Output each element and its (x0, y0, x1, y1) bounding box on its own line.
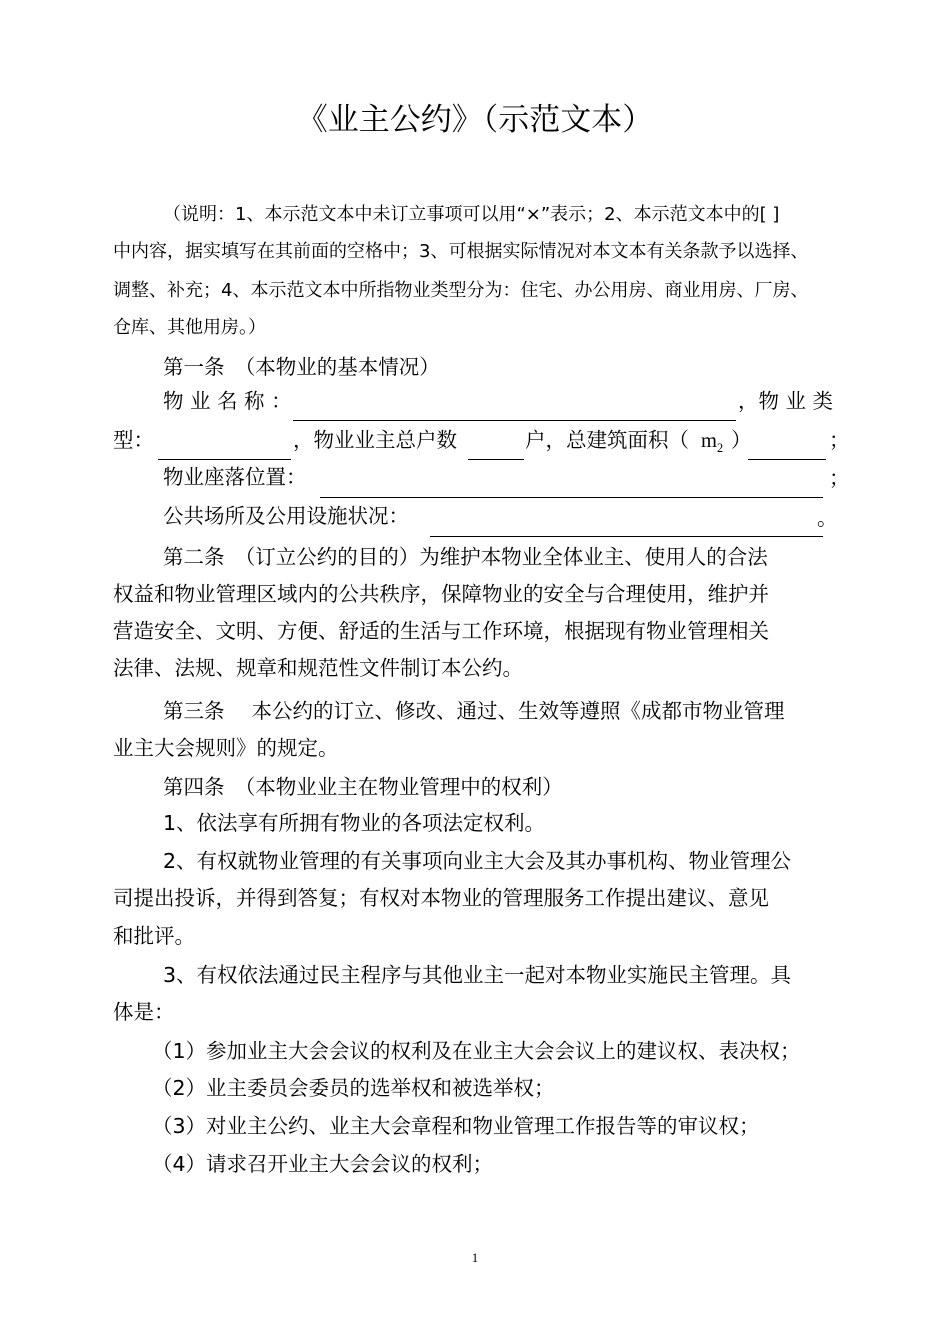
article-4-item-3-line-2: 体是： (113, 1000, 175, 1024)
facilities-label: 公共场所及公用设施状况： (163, 504, 409, 528)
article-2-line-3: 营造安全、文明、方便、舒适的生活与工作环境，根据现有物业管理相关 (113, 619, 769, 643)
period-mark: 。 (817, 506, 838, 530)
sub-item-2: （2）业主委员会委员的选举权和被选举权； (152, 1076, 555, 1100)
sub-item-3: （3）对业主公约、业主大会章程和物业管理工作报告等的审议权； (152, 1114, 760, 1138)
sub-item-4: （4）请求召开业主大会会议的权利； (152, 1152, 494, 1176)
article-1-heading: 第一条 （本物业的基本情况） (163, 355, 440, 379)
page-number: 1 (471, 1250, 479, 1265)
property-name-label: 物 业 名 称 ： (163, 389, 292, 413)
article-2-line-2: 权益和物业管理区域内的公共秩序，保障物业的安全与合理使用，维护并 (113, 582, 769, 606)
note-line-3: 调整、补充；4、本示范文本中所指物业类型分为：住宅、办公用房、商业用房、厂房、 (113, 280, 809, 301)
note-line-4: 仓库、其他用房。） (113, 317, 266, 338)
households-blank[interactable] (468, 459, 524, 460)
article-4-item-2-line-1: 2、有权就物业管理的有关事项向业主大会及其办事机构、物业管理公 (163, 849, 792, 873)
sub-item-1: （1）参加业主大会会议的权利及在业主大会会议上的建议权、表决权； (152, 1039, 801, 1063)
note-line-1: （说明：1、本示范文本中未订立事项可以用“×”表示；2、本示范文本中的[ ] (163, 204, 780, 225)
article-3-line-2: 业主大会规则》的规定。 (113, 736, 339, 760)
article-4-item-2-line-2: 司提出投诉，并得到答复；有权对本物业的管理服务工作提出建议、意见 (113, 886, 769, 910)
semicolon-1: ； (829, 428, 850, 452)
total-area-blank[interactable] (748, 459, 826, 460)
semicolon-2: ； (829, 466, 850, 490)
households-unit-and-area-label: 户，总建筑面积（ (525, 428, 689, 452)
article-4-heading: 第四条 （本物业业主在物业管理中的权利） (163, 775, 563, 799)
location-label: 物业座落位置： (163, 465, 307, 489)
households-label: ，物业业主总户数 (293, 428, 457, 452)
property-type-blank[interactable] (158, 459, 291, 460)
article-4-item-1: 1、依法享有所拥有物业的各项法定权利。 (163, 811, 546, 835)
property-type-label-head: 型： (113, 428, 154, 452)
page-title: 《业主公约》（示范文本） (296, 102, 654, 138)
area-close-paren: ） (731, 428, 752, 452)
area-unit: $m_2$ (701, 430, 724, 456)
property-type-label-tail: ，物 业 类 (738, 389, 834, 413)
article-4-item-3-line-1: 3、有权依法通过民主程序与其他业主一起对本物业实施民主管理。具 (163, 963, 792, 987)
facilities-blank[interactable] (430, 536, 823, 537)
article-4-item-2-line-3: 和批评。 (113, 924, 195, 948)
property-name-blank[interactable] (293, 420, 736, 421)
article-2-line-1: 第二条 （订立公约的目的）为维护本物业全体业主、使用人的合法 (163, 545, 768, 569)
article-2-line-4: 法律、法规、规章和规范性文件制订本公约。 (113, 656, 523, 680)
note-line-2: 中内容，据实填写在其前面的空格中；3、可根据实际情况对本文本有关条款予以选择、 (113, 241, 809, 262)
article-3-line-1: 第三条 本公约的订立、修改、通过、生效等遵照《成都市物业管理 (163, 699, 785, 723)
location-blank[interactable] (320, 497, 823, 498)
